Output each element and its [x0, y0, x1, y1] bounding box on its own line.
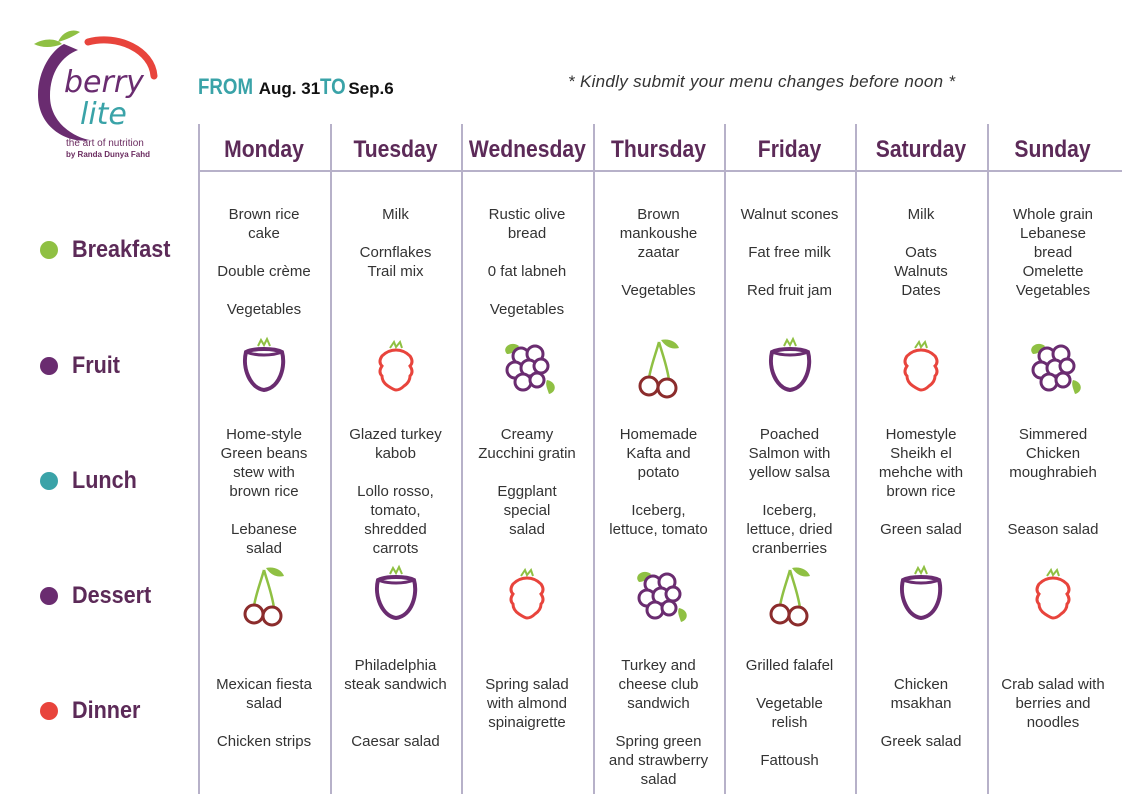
menu-line: Iceberg,	[762, 502, 817, 519]
day-thursday: Thursday	[610, 136, 707, 163]
breakfast-dot	[40, 241, 58, 259]
menu-line: noodles	[1026, 714, 1080, 731]
dinner-cell-thursday	[594, 656, 723, 789]
from-label: FROM	[198, 74, 254, 99]
line-gap	[594, 262, 723, 281]
line-gap	[988, 501, 1118, 520]
plum-icon	[366, 564, 426, 628]
svg-text:berry: berry	[64, 65, 144, 100]
menu-line: spinaigrette	[488, 714, 566, 731]
date-range	[198, 74, 394, 100]
day-friday: Friday	[757, 136, 822, 163]
line-gap	[594, 713, 723, 732]
menu-line: carrots	[372, 540, 419, 557]
row-label-dinner	[40, 697, 148, 725]
menu-line: tomato,	[370, 502, 421, 519]
menu-line: Crab salad with	[1001, 676, 1105, 693]
line-gap	[725, 732, 854, 751]
tagline-text: the art of nutrition	[66, 138, 144, 149]
breakfast-cell-thursday	[594, 205, 723, 300]
grapes-icon	[1023, 336, 1083, 400]
menu-line: sandwich	[627, 695, 690, 712]
menu-line: berries and	[1015, 695, 1091, 712]
menu-line: with almond	[486, 695, 568, 712]
menu-line: potato	[637, 464, 680, 481]
raspberry-icon	[1023, 564, 1083, 628]
menu-line: Turkey and	[621, 657, 696, 674]
lunch-cell-monday	[199, 425, 329, 558]
menu-line: relish	[771, 714, 808, 731]
menu-line: Red fruit jam	[746, 282, 833, 299]
grapes-icon	[629, 564, 689, 628]
menu-line: lettuce, dried	[746, 521, 833, 538]
line-gap	[199, 713, 329, 732]
menu-line: Rustic olive	[488, 206, 566, 223]
dinner-cell-saturday	[856, 656, 986, 751]
menu-line: Chicken	[1025, 445, 1081, 462]
menu-line: Philadelphia	[354, 657, 437, 674]
menu-line: Vegetables	[621, 282, 696, 299]
menu-line: salad	[246, 540, 282, 557]
line-gap	[856, 224, 986, 243]
menu-line: Creamy	[500, 426, 554, 443]
menu-line: Brown	[637, 206, 680, 223]
cherry-icon	[629, 336, 689, 400]
menu-line: msakhan	[890, 695, 952, 712]
menu-line: stew with	[233, 464, 295, 481]
line-gap	[199, 281, 329, 300]
menu-line: Walnut scones	[740, 206, 839, 223]
menu-line: mankoushe	[619, 225, 698, 242]
row-label-lunch	[40, 467, 144, 495]
dinner-dot	[40, 702, 58, 720]
menu-line: Fat free milk	[748, 244, 831, 261]
dinner-cell-sunday	[988, 656, 1118, 732]
line-gap	[725, 262, 854, 281]
day-wednesday: Wednesday	[468, 136, 586, 163]
line-gap	[856, 656, 986, 675]
menu-line: Green salad	[880, 521, 962, 538]
line-gap	[331, 463, 460, 482]
header-divider	[198, 170, 1122, 172]
row-label-fruit	[40, 352, 125, 380]
menu-line: Spring salad	[485, 676, 569, 693]
line-gap	[199, 243, 329, 262]
day-saturday: Saturday	[875, 136, 967, 163]
line-gap	[725, 482, 854, 501]
breakfast-cell-wednesday	[462, 205, 592, 319]
raspberry-icon	[497, 564, 557, 628]
menu-line: zaatar	[637, 244, 680, 261]
cherry-icon	[760, 564, 820, 628]
lunch-cell-wednesday	[462, 425, 592, 539]
menu-line: Sheikh el	[890, 445, 952, 462]
menu-line: Mexican fiesta	[216, 676, 312, 693]
menu-line: Dates	[901, 282, 941, 299]
menu-line: bread	[1033, 244, 1073, 261]
menu-line: Green beans	[220, 445, 308, 462]
menu-line: Vegetables	[226, 301, 302, 318]
row-label-text: Dinner	[72, 697, 141, 724]
menu-line: Lollo rosso,	[357, 483, 434, 500]
menu-line: Walnuts	[894, 263, 948, 280]
menu-line: brown rice	[229, 483, 299, 500]
dinner-cell-wednesday	[462, 656, 592, 732]
menu-line: Cornflakes	[359, 244, 432, 261]
line-gap	[462, 281, 592, 300]
line-gap	[331, 694, 460, 713]
menu-line: Kafta and	[626, 445, 691, 462]
menu-line: Spring green	[615, 733, 702, 750]
menu-line: bread	[507, 225, 547, 242]
menu-line: salad	[509, 521, 545, 538]
menu-line: special	[503, 502, 551, 519]
menu-line: Vegetables	[489, 301, 565, 318]
line-gap	[199, 656, 329, 675]
menu-line: Milk	[382, 206, 409, 223]
menu-line: Lebanese	[231, 521, 297, 538]
to-label: TO	[320, 74, 346, 99]
menu-line: 0 fat labneh	[487, 263, 567, 280]
menu-line: Vegetables	[1015, 282, 1091, 299]
logo-tagline	[66, 138, 150, 160]
menu-line: shredded	[364, 521, 427, 538]
line-gap	[725, 224, 854, 243]
menu-line: Poached	[759, 426, 820, 443]
tagline-byline: by Randa Dunya Fahd	[66, 150, 151, 159]
menu-line: Vegetable	[756, 695, 823, 712]
dessert-dot	[40, 587, 58, 605]
row-label-dessert	[40, 582, 160, 610]
dinner-cell-monday	[199, 656, 329, 751]
lunch-cell-sunday	[988, 425, 1118, 539]
menu-line: salad	[640, 771, 677, 788]
row-label-text: Fruit	[72, 352, 120, 379]
plum-icon	[891, 564, 951, 628]
menu-line: Oats	[905, 244, 937, 261]
menu-line: Whole grain	[1012, 206, 1094, 223]
menu-line: salad	[246, 695, 282, 712]
lunch-cell-tuesday	[331, 425, 460, 558]
dinner-cell-tuesday	[331, 656, 460, 751]
lunch-cell-thursday	[594, 425, 723, 539]
menu-line: Iceberg,	[631, 502, 686, 519]
menu-line: Grilled falafel	[745, 657, 834, 674]
line-gap	[199, 501, 329, 520]
day-monday: Monday	[224, 136, 304, 163]
row-label-text: Dessert	[72, 582, 152, 609]
menu-line: Season salad	[1007, 521, 1099, 538]
row-label-breakfast	[40, 236, 181, 264]
lunch-cell-friday	[725, 425, 854, 558]
menu-line: Brown rice	[228, 206, 300, 223]
dinner-cell-friday	[725, 656, 854, 770]
menu-line: kabob	[375, 445, 416, 462]
line-gap	[856, 713, 986, 732]
menu-line: Salmon with	[748, 445, 831, 462]
menu-line: steak sandwich	[344, 676, 447, 693]
breakfast-cell-monday	[199, 205, 329, 319]
row-label-text: Lunch	[72, 467, 137, 494]
line-gap	[331, 224, 460, 243]
breakfast-cell-sunday	[988, 205, 1118, 300]
line-gap	[462, 656, 592, 675]
breakfast-cell-friday	[725, 205, 854, 300]
menu-line: Trail mix	[367, 263, 424, 280]
menu-line: Homemade	[619, 426, 698, 443]
menu-line: Milk	[907, 206, 935, 223]
line-gap	[988, 482, 1118, 501]
menu-line: yellow salsa	[749, 464, 830, 481]
line-gap	[725, 675, 854, 694]
menu-line: Eggplant	[497, 483, 557, 500]
cherry-icon	[234, 564, 294, 628]
menu-line: lettuce, tomato	[609, 521, 708, 538]
line-gap	[462, 463, 592, 482]
menu-line: and strawberry	[608, 752, 709, 769]
menu-line: Homestyle	[885, 426, 957, 443]
line-gap	[462, 243, 592, 262]
plum-icon	[760, 336, 820, 400]
grapes-icon	[497, 336, 557, 400]
line-gap	[856, 501, 986, 520]
menu-line: Greek salad	[880, 733, 962, 750]
menu-line: Lebanese	[1020, 225, 1086, 242]
raspberry-icon	[366, 336, 426, 400]
menu-line: Zucchini gratin	[478, 445, 576, 462]
menu-line: Chicken	[893, 676, 949, 693]
svg-text:lite: lite	[80, 97, 127, 132]
menu-line: Simmered	[1018, 426, 1088, 443]
to-date: Sep.6	[348, 79, 394, 98]
menu-line: cheese club	[618, 676, 699, 693]
menu-line: Chicken strips	[216, 733, 312, 750]
breakfast-cell-tuesday	[331, 205, 460, 281]
menu-line: Double crème	[217, 263, 311, 280]
breakfast-cell-saturday	[856, 205, 986, 300]
menu-change-notice: * Kindly submit your menu changes before noon *	[568, 72, 956, 91]
lunch-dot	[40, 472, 58, 490]
menu-line: Home-style	[226, 426, 302, 443]
menu-line: Caesar salad	[351, 733, 440, 750]
line-gap	[988, 656, 1118, 675]
line-gap	[331, 713, 460, 732]
menu-line: cranberries	[751, 540, 828, 557]
menu-line: mehche with	[878, 464, 964, 481]
menu-line: Omelette	[1022, 263, 1084, 280]
menu-line: moughrabieh	[1009, 464, 1097, 481]
day-sunday: Sunday	[1014, 136, 1091, 163]
row-label-text: Breakfast	[72, 236, 171, 263]
menu-line: cake	[248, 225, 280, 242]
lunch-cell-saturday	[856, 425, 986, 539]
plum-icon	[234, 336, 294, 400]
menu-line: Glazed turkey	[349, 426, 442, 443]
fruit-dot	[40, 357, 58, 375]
raspberry-icon	[891, 336, 951, 400]
line-gap	[594, 482, 723, 501]
menu-line: brown rice	[886, 483, 956, 500]
menu-line: Fattoush	[760, 752, 819, 769]
day-tuesday: Tuesday	[353, 136, 438, 163]
from-date: Aug. 31	[258, 79, 321, 98]
